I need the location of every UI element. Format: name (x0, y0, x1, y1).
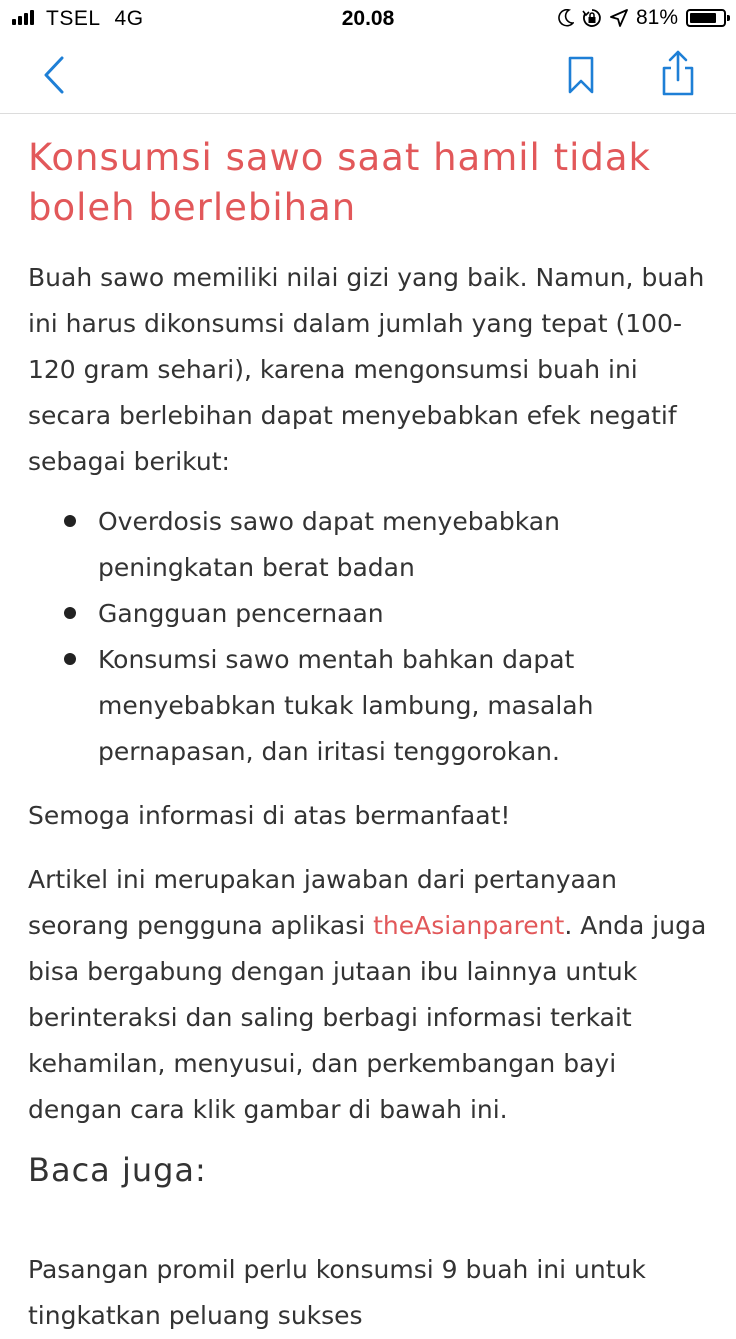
effects-list (28, 499, 708, 775)
share-icon[interactable] (656, 48, 700, 98)
list-item (28, 637, 708, 775)
moon-icon (558, 9, 574, 27)
battery-tip (727, 15, 730, 21)
related-article-link[interactable]: Pasangan promil perlu konsumsi 9 buah ini untuk tingkatkan peluang sukses (28, 1255, 646, 1330)
battery-fill (690, 13, 716, 23)
battery-percent: 81% (635, 6, 678, 29)
bullet-icon (64, 515, 76, 527)
orientation-lock-icon (582, 8, 602, 28)
bullet-icon (64, 653, 76, 665)
status-right-group (558, 6, 726, 30)
list-item (28, 591, 708, 637)
article-heading: Konsumsi sawo saat hamil tidak boleh berlebihan (28, 136, 651, 229)
article-note-text-start: Artikel ini merupakan jawaban dari pertanyaan seorang pengguna aplikasi (28, 865, 618, 940)
article-content (28, 113, 708, 1339)
list-item-text: Gangguan pencernaan (98, 599, 384, 628)
article-note-text-end: . Anda juga bisa bergabung dengan jutaan ibu lainnya untuk berinteraksi dan saling berbagi informasi terkait kehamilan, menyusui, dan perkembangan bayi dengan cara klik gambar di bawah ini. (28, 911, 707, 1124)
article-note-paragraph (28, 857, 708, 1133)
navigation-bar (0, 38, 736, 114)
list-item (28, 499, 708, 591)
network-type: 4G (114, 7, 144, 30)
list-item-text: Overdosis sawo dapat menyebabkan peningkatan berat badan (98, 507, 560, 582)
carrier-name: TSEL (46, 7, 101, 30)
read-also-heading: Baca juga: (28, 1151, 207, 1189)
theasianparent-link[interactable]: theAsianparent (373, 911, 565, 940)
bullet-icon (64, 607, 76, 619)
location-arrow-icon (610, 9, 628, 27)
closing-paragraph: Semoga informasi di atas bermanfaat! (28, 801, 511, 830)
intro-paragraph: Buah sawo memiliki nilai gizi yang baik. Namun, buah ini harus dikonsumsi dalam jumlah yang tepat (100-120 gram sehari), karena mengonsumsi buah ini secara berlebihan dapat menyebabkan efek negatif sebagai berikut: (28, 263, 705, 476)
back-chevron-icon[interactable] (36, 52, 76, 98)
status-time: 20.08 (341, 7, 395, 30)
status-bar (0, 0, 736, 38)
list-item-text: Konsumsi sawo mentah bahkan dapat menyebabkan tukak lambung, masalah pernapasan, dan iritasi tenggorokan. (98, 645, 594, 766)
bookmark-icon[interactable] (562, 52, 602, 98)
battery-icon (686, 9, 726, 27)
